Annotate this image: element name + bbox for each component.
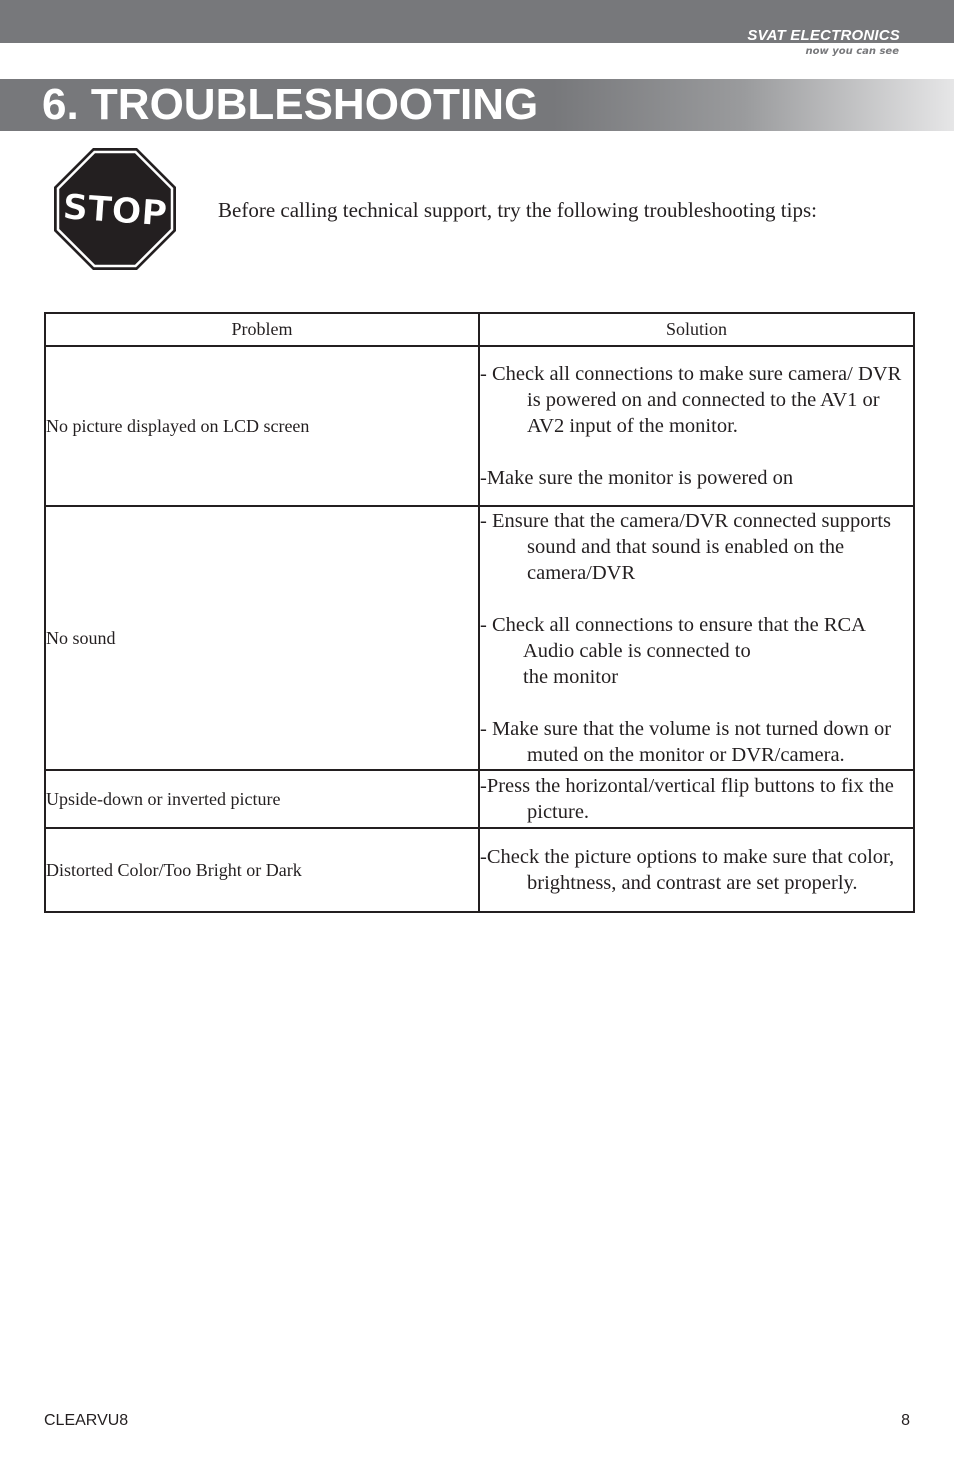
troubleshooting-table [44, 312, 915, 913]
solution-text: - Make sure that the volume is not turned down or muted on the monitor or DVR/camera. [480, 718, 892, 766]
column-header-problem: Problem [45, 313, 479, 346]
footer-model-name: CLEARVU8 [44, 1412, 129, 1429]
solution-text: the monitor [523, 666, 619, 688]
problem-cell: No sound [45, 506, 479, 770]
solution-cell [479, 770, 914, 828]
intro-text: Before calling technical support, try the following troubleshooting tips: [218, 198, 817, 222]
solution-cell [479, 506, 914, 770]
solution-cell [479, 828, 914, 912]
solution-text-group [480, 612, 913, 690]
solution-cell [479, 346, 914, 506]
solution-text: - Ensure that the camera/DVR connected supports sound and that sound is enabled on the camera/DVR [480, 510, 892, 584]
column-header-solution: Solution [479, 313, 914, 346]
stop-sign-text: STOP [61, 187, 169, 235]
solution-text: - Check all connections to make sure camera/ DVR is powered on and connected to the AV1 or AV2 input of the monitor. [480, 363, 902, 437]
table-row [45, 770, 914, 828]
section-title: 6. TROUBLESHOOTING [42, 80, 539, 129]
stop-sign-icon [52, 146, 178, 272]
brand-name: SVAT ELECTRONICS [747, 27, 900, 44]
problem-cell: Distorted Color/Too Bright or Dark [45, 828, 479, 912]
solution-text: - Check all connections to ensure that the RCA Audio cable is connected to [480, 614, 865, 662]
brand-tagline: now you can see [805, 46, 899, 57]
footer-page-number: 8 [901, 1412, 910, 1429]
problem-cell: No picture displayed on LCD screen [45, 346, 479, 506]
table-row [45, 506, 914, 770]
solution-text: -Check the picture options to make sure that color, brightness, and contrast are set properly. [480, 846, 895, 894]
table-row [45, 828, 914, 912]
solution-text: -Press the horizontal/vertical flip buttons to fix the picture. [480, 775, 894, 823]
problem-cell: Upside-down or inverted picture [45, 770, 479, 828]
solution-text: -Make sure the monitor is powered on [480, 467, 794, 489]
table-header-row [45, 313, 914, 346]
table-row [45, 346, 914, 506]
brand-underline [730, 44, 900, 45]
